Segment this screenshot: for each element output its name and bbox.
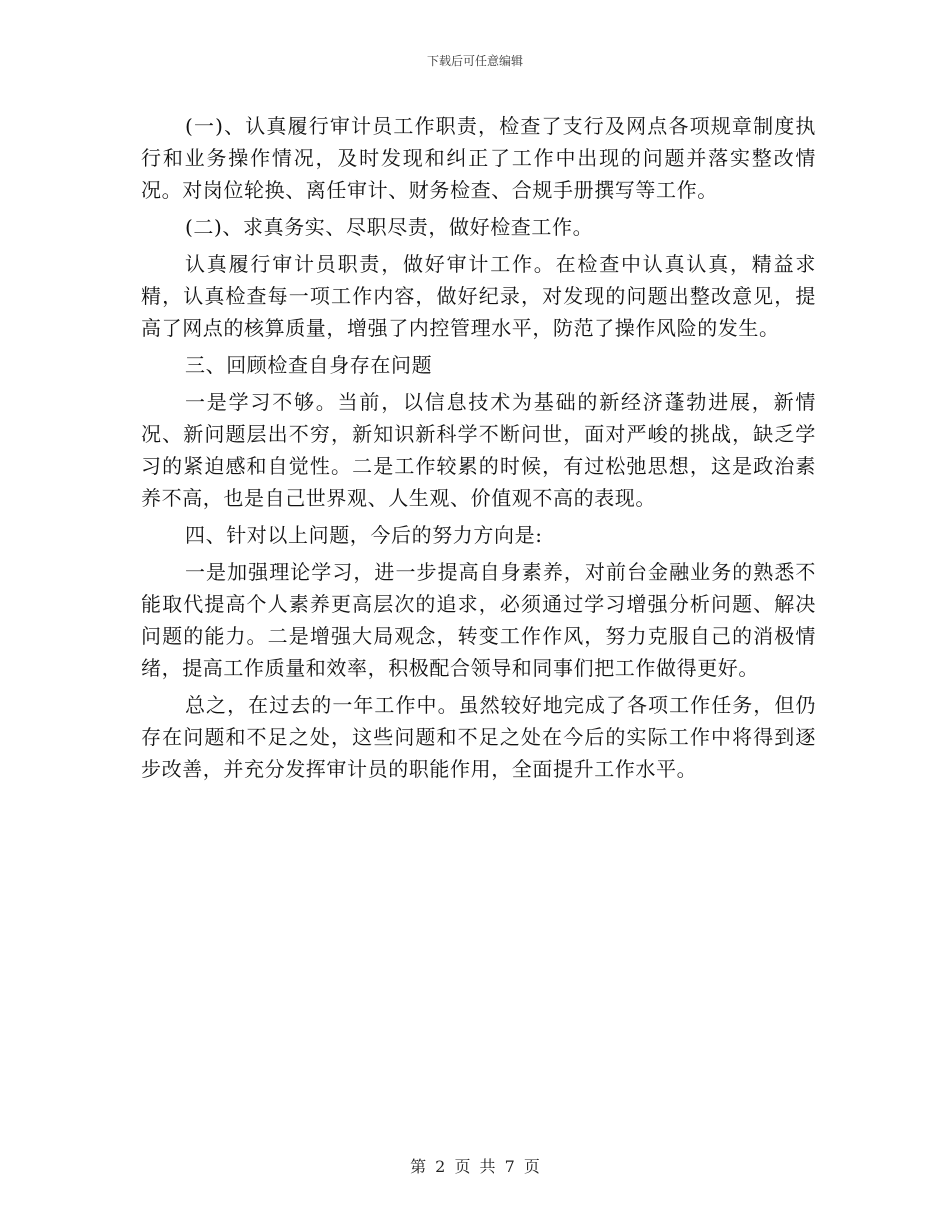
header-note: 下载后可任意编辑 — [426, 54, 523, 68]
section-heading-3: 三、回顾检查自身存在问题 — [185, 353, 433, 377]
document-body — [141, 110, 816, 790]
paragraph-2: (二)、求真务实、尽职尽责，做好检查工作。 — [185, 215, 594, 239]
section-heading-4: 四、针对以上问题，今后的努力方向是: — [185, 523, 543, 547]
paragraph-3: 认真履行审计员职责，做好审计工作。在检查中认真认真，精益求精，认真检查每一项工作内容，做好纪录，对发现的问题出整改意见，提高了网点的核算质量，增强了内控管理水平，防范了操作风险的发生。 — [141, 252, 816, 340]
page-number-footer: 第 2 页 共 7 页 — [410, 1157, 540, 1176]
paragraph-5: 一是学习不够。当前，以信息技术为基础的新经济蓬勃进展，新情况、新问题层出不穷，新知识新科学不断问世，面对严峻的挑战，缺乏学习的紧迫感和自觉性。二是工作较累的时候，有过松弛思想，这是政治素养不高，也是自己世界观、人生观、价值观不高的表现。 — [141, 390, 816, 510]
paragraph-7: 一是加强理论学习，进一步提高自身素养，对前台金融业务的熟悉不能取代提高个人素养更高层次的追求，必须通过学习增强分析问题、解决问题的能力。二是增强大局观念，转变工作作风，努力克服自己的消极情绪，提高工作质量和效率，积极配合领导和同事们把工作做得更好。 — [141, 560, 816, 680]
paragraph-8: 总之，在过去的一年工作中。虽然较好地完成了各项工作任务，但仍存在问题和不足之处，这些问题和不足之处在今后的实际工作中将得到逐步改善，并充分发挥审计员的职能作用，全面提升工作水平。 — [141, 693, 816, 781]
paragraph-1: (一)、认真履行审计员工作职责，检查了支行及网点各项规章制度执行和业务操作情况，及时发现和纠正了工作中出现的问题并落实整改情况。对岗位轮换、离任审计、财务检查、合规手册撰写等工作。 — [141, 114, 816, 202]
